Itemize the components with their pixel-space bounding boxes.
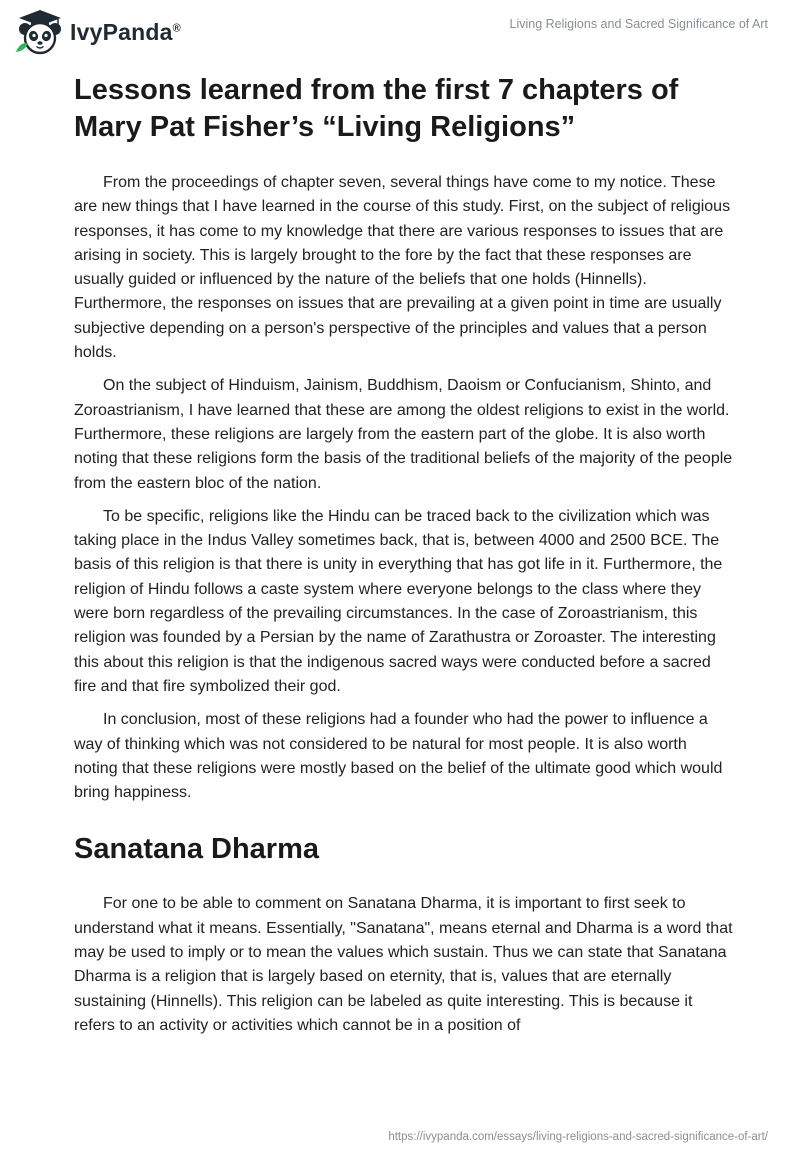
paragraph: On the subject of Hinduism, Jainism, Buddhism, Daoism or Confucianism, Shinto, and Zoroastrianism, I have learned that these are among the oldest religions to exist in the world. Furthermore, these religions are largely from the eastern part of the globe. It is also worth noting that these religions form the basis of the traditional beliefs of the majority of the people from the eastern bloc of the nation. — [74, 377, 733, 492]
panda-graduate-icon — [14, 8, 66, 56]
paragraph: From the proceedings of chapter seven, several things have come to my notice. These are new things that I have learned in the course of this study. First, on the subject of religious responses, it has come to my knowledge that there are various responses to issues that are arising in society. This is largely brought to the fore by the fact that these responses are usually guided or influenced by the nature of the beliefs that one holds (Hinnells). Furthermore, the responses on issues that are prevailing at a given point in time are usually subjective depending on a person's perspective of the principles and values that a person holds. — [74, 174, 731, 362]
section-title-sanatana-dharma: Sanatana Dharma — [74, 833, 319, 866]
logo-wordmark: IvyPanda® — [70, 18, 181, 45]
section-title-lessons: Lessons learned from the first 7 chapters of Mary Pat Fisher’s “Living Religions” — [74, 74, 679, 143]
ivypanda-logo[interactable] — [14, 8, 181, 56]
article-body — [74, 72, 734, 1047]
paragraph: For one to be able to comment on Sanatana Dharma, it is important to first seek to understand what it means. Essentially, "Sanatana", means eternal and Dharma is a word that may be used to imply or to mean the values which sustain. Thus we can state that Sanatana Dharma is a religion that is largely based on eternity, that is, values that are eternally sustaining (Hinnells). This religion can be labeled as quite interesting. This is because it refers to an activity or activities which cannot be in a position of — [74, 895, 733, 1034]
page-header — [0, 0, 800, 64]
paragraph: To be specific, religions like the Hindu can be traced back to the civilization which was taking place in the Indus Valley sometimes back, that is, between 4000 and 2500 BCE. The basis of this religion is that there is unity in everything that has got life in it. Furthermore, the religion of Hindu follows a caste system where everyone belongs to the class where they were born regardless of the prevailing circumstances. In the case of Zoroastrianism, this religion was founded by a Persian by the name of Zarathustra or Zoroaster. The interesting this about this religion is that the indigenous sacred ways were conducted before a sacred fire and that fire symbolized their god. — [74, 507, 723, 695]
source-url[interactable]: https://ivypanda.com/essays/living-religions-and-sacred-significance-of-art/ — [388, 1131, 768, 1143]
running-title: Living Religions and Sacred Significance of Art — [509, 17, 768, 31]
paragraph: In conclusion, most of these religions had a founder who had the power to influence a way of thinking which was not considered to be natural for most people. It is also worth noting that these religions were mostly based on the belief of the ultimate good which would bring happiness. — [74, 711, 723, 802]
